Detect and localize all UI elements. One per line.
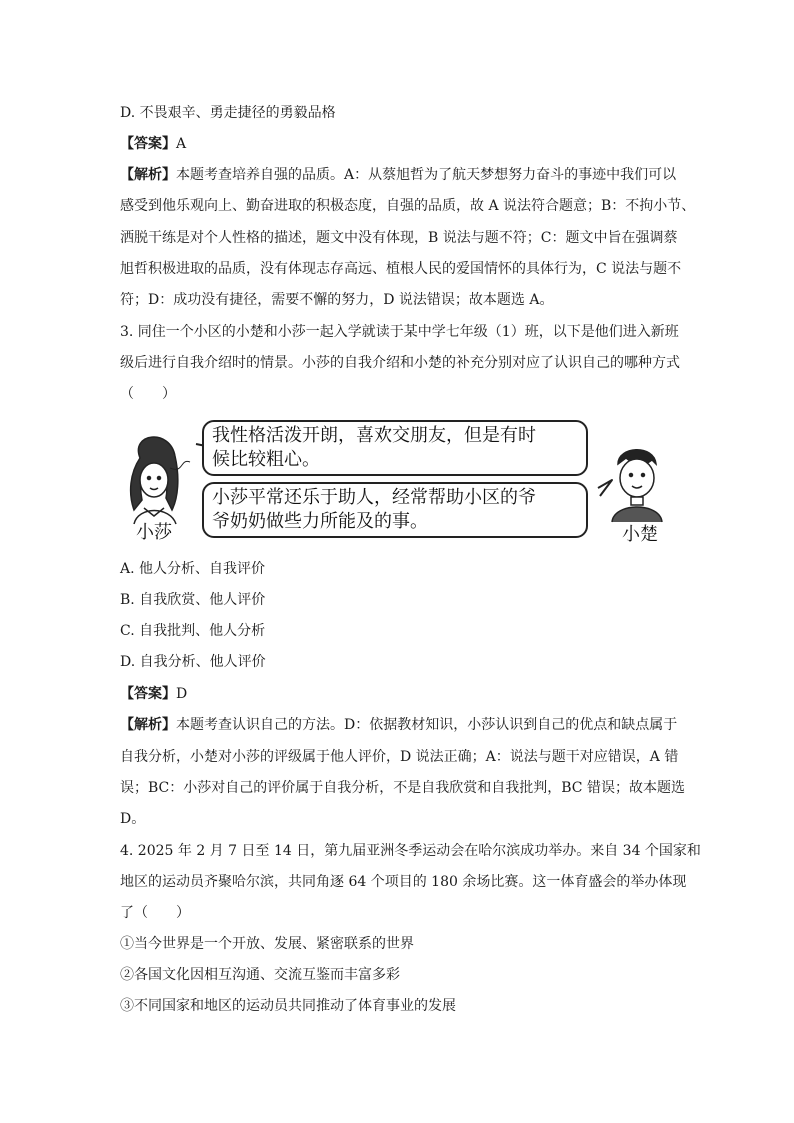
q2-explanation-5: 符；D：成功没有捷径，需要不懈的努力，D 说法错误；故本题选 A。 (120, 292, 554, 308)
q3-stem-1: 3. 同住一个小区的小楚和小莎一起入学就读于某中学七年级（1）班，以下是他们进入新班 (120, 324, 679, 340)
q3-explanation-2: 自我分析，小楚对小莎的评级属于他人评价，D 说法正确；A：说法与题干对应错误，A 错 (120, 749, 679, 765)
q2-explanation-4: 旭哲积极进取的品质，没有体现志存高远、植根人民的爱国情怀的具体行为，C 说法与题不 (120, 261, 682, 277)
q4-stem-1: 4. 2025 年 2 月 7 日至 14 日，第九届亚洲冬季运动会在哈尔滨成功举办。来自 34 个国家和 (120, 843, 701, 859)
explanation-text: 本题考查培养自强的品质。A：从蔡旭哲为了航天梦想努力奋斗的事迹中我们可以 (176, 167, 677, 183)
answer-value: A (176, 136, 187, 152)
q4-stem-3: 了（ ） (120, 905, 190, 921)
q3-stem-2: 级后进行自我介绍时的情景。小莎的自我介绍和小楚的补充分别对应了认识自己的哪种方式 (120, 355, 680, 371)
q2-explanation-2: 感受到他乐观向上、勤奋进取的积极态度，自强的品质，故 A 说法符合题意；B：不拘小节、 (120, 198, 696, 214)
q4-statement-2: ②各国文化因相互沟通、交流互鉴而丰富多彩 (120, 967, 400, 983)
bubble-girl-line-2: 候比较粗心。 (212, 449, 320, 470)
q2-answer (120, 134, 186, 154)
explanation-tag: 【解析】 (120, 167, 176, 183)
bubble-boy-line-1: 小莎平常还乐于助人，经常帮助小区的爷 (212, 487, 536, 508)
explanation-tag: 【解析】 (120, 717, 176, 733)
q3-explanation-3: 误；BC：小莎对自己的评价属于自我分析，不是自我欣赏和自我批判，BC 错误；故本题选 (120, 780, 685, 796)
q2-explanation-1 (120, 165, 675, 185)
q3-stem-3: （ ） (120, 386, 176, 402)
q2-option-d: D. 不畏艰辛、勇走捷径的勇毅品格 (120, 105, 336, 121)
bubble-girl-line-1: 我性格活泼开朗，喜欢交朋友，但是有时 (212, 425, 536, 446)
girl-name-label: 小莎 (136, 522, 172, 543)
dialogue-figure (118, 414, 680, 548)
q3-option-b: B. 自我欣赏、他人评价 (120, 592, 266, 608)
bubble-boy-line-2: 爷奶奶做些力所能及的事。 (212, 511, 428, 532)
explanation-text: 本题考查认识自己的方法。D：依据教材知识，小莎认识到自己的优点和缺点属于 (176, 717, 678, 733)
q3-option-c: C. 自我批判、他人分析 (120, 623, 266, 639)
q3-option-a: A. 他人分析、自我评价 (120, 561, 266, 577)
answer-value: D (176, 686, 188, 702)
girl-illustration (131, 437, 190, 524)
boy-name-label: 小楚 (622, 524, 658, 545)
q3-option-d: D. 自我分析、他人评价 (120, 654, 266, 670)
boy-illustration (612, 450, 662, 522)
q4-statement-3: ③不同国家和地区的运动员共同推动了体育事业的发展 (120, 998, 456, 1014)
answer-tag: 【答案】 (120, 136, 176, 152)
q3-explanation-1 (120, 715, 678, 735)
q4-statement-1: ①当今世界是一个开放、发展、紧密联系的世界 (120, 936, 414, 952)
q3-explanation-4: D。 (120, 811, 146, 827)
speech-bubble-girl (202, 420, 588, 476)
q4-stem-2: 地区的运动员齐聚哈尔滨，共同角逐 64 个项目的 180 余场比赛。这一体育盛会的举办体现 (120, 874, 687, 890)
q3-answer (120, 684, 187, 704)
q2-explanation-3: 洒脱干练是对个人性格的描述，题文中没有体现，B 说法与题不符；C：题文中旨在强调蔡 (120, 230, 678, 246)
bubble2-tail (598, 480, 612, 496)
answer-tag: 【答案】 (120, 686, 176, 702)
speech-bubble-boy (202, 482, 588, 538)
